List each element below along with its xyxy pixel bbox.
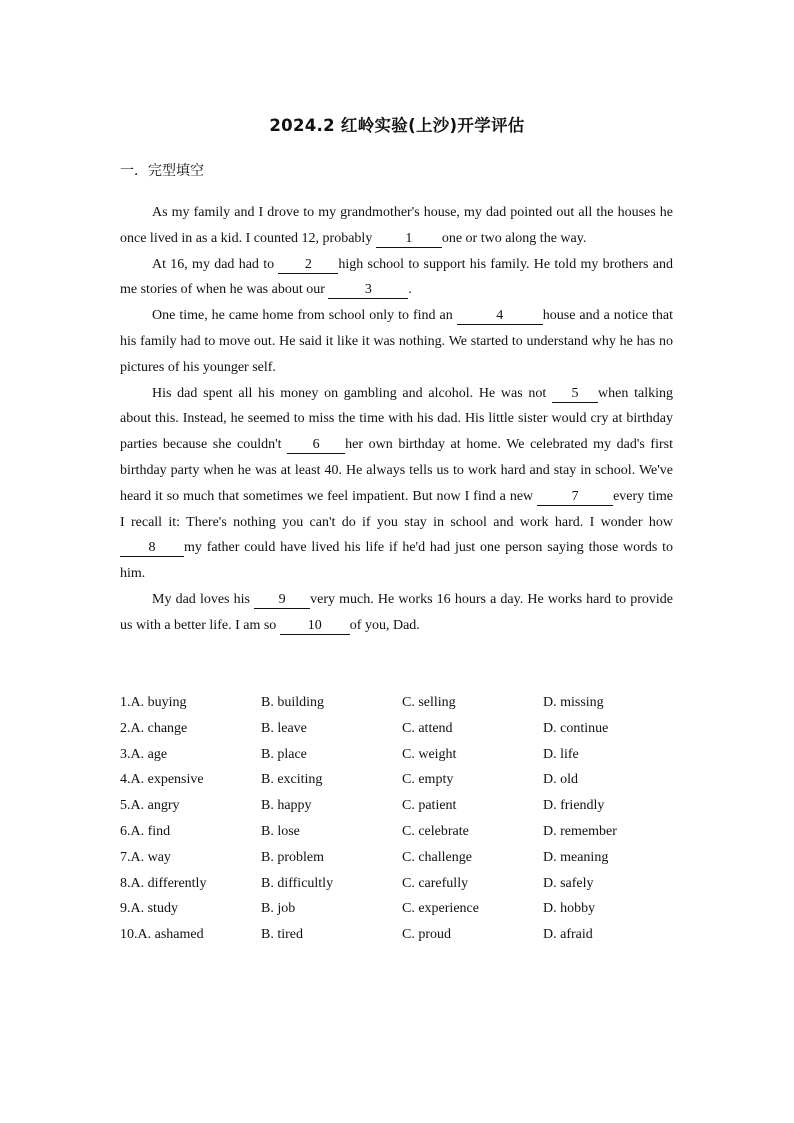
option-choice: B. leave — [261, 720, 307, 736]
passage-text: of you, Dad. — [349, 617, 420, 633]
option-choice: D. safely — [543, 875, 594, 891]
option-choice: C. carefully — [402, 875, 469, 891]
passage-text: house and a notice that his family had to move out. He said it like it was nothing. We started to understand why he has no pictures of his younger self. — [120, 308, 673, 375]
option-choice: B. job — [261, 901, 296, 917]
blank-2: 2 — [278, 256, 338, 274]
passage-text: when talking about this. Instead, he seemed to miss the time with his dad. His little sister would cry at birthday parties because she couldn't — [120, 385, 673, 453]
option-choice: 3.A. age — [120, 746, 168, 762]
option-choice: D. afraid — [543, 927, 593, 943]
option-choice: B. tired — [261, 927, 303, 943]
option-choice: D. continue — [543, 720, 609, 736]
option-choice: D. friendly — [543, 798, 605, 814]
passage-text: His dad spent all his money on gambling and alcohol. He was not — [152, 385, 553, 401]
option-choice: D. meaning — [543, 849, 609, 865]
option-choice: 2.A. change — [120, 720, 188, 736]
passage-text: As my family and I drove to my grandmother's house, my dad pointed out all the houses he once lived in as a kid. I counted 12, probably — [120, 205, 673, 246]
option-choice: 10.A. ashamed — [120, 927, 204, 943]
option-choice: 4.A. expensive — [120, 772, 204, 788]
blank-9: 9 — [254, 591, 310, 609]
blank-8: 8 — [120, 539, 184, 557]
option-row-4 — [120, 767, 680, 793]
passage-text: . — [408, 282, 412, 298]
blank-10: 10 — [280, 617, 350, 635]
option-row-2 — [120, 716, 680, 742]
passage-text: every time I recall it: There's nothing you can't do if you stay in school and work hard. I wonder how — [120, 488, 673, 530]
option-choice: B. exciting — [261, 772, 323, 788]
option-choice: 1.A. buying — [120, 695, 187, 710]
option-choice: B. lose — [261, 823, 300, 839]
option-row-10 — [120, 922, 680, 948]
option-choice: B. difficultly — [261, 875, 334, 891]
option-choice: D. missing — [543, 695, 604, 710]
option-row-9 — [120, 896, 680, 922]
passage-text: high school to support his family. He told my brothers and me stories of when he was about our — [120, 256, 673, 298]
option-choice: D. remember — [543, 823, 617, 839]
passage-text: At 16, my dad had to — [152, 256, 279, 272]
passage-paragraph — [120, 381, 673, 587]
option-choice: C. celebrate — [402, 823, 469, 839]
option-choice: 8.A. differently — [120, 875, 207, 891]
blank-5: 5 — [552, 385, 598, 403]
passage-paragraph — [120, 252, 673, 304]
passage-paragraph — [120, 200, 673, 252]
option-choice: C. proud — [402, 927, 451, 943]
option-choice: C. weight — [402, 746, 457, 762]
option-choice: C. attend — [402, 720, 453, 736]
option-choice: D. hobby — [543, 901, 596, 917]
passage-paragraph — [120, 587, 673, 639]
passage-text: My dad loves his — [152, 591, 255, 607]
option-choice: C. empty — [402, 772, 454, 788]
answer-options — [120, 690, 680, 948]
blank-4: 4 — [457, 307, 543, 325]
option-choice: D. old — [543, 772, 578, 788]
passage-text: One time, he came home from school only to find an — [152, 308, 457, 324]
passage-text: my father could have lived his life if he'd had just one person saying those words to him. — [120, 540, 673, 582]
option-choice: B. place — [261, 746, 307, 762]
option-row-7 — [120, 845, 680, 871]
option-choice: 7.A. way — [120, 849, 171, 865]
option-choice: 9.A. study — [120, 901, 178, 917]
blank-3: 3 — [328, 281, 408, 299]
option-choice: 5.A. angry — [120, 798, 180, 814]
option-choice: D. life — [543, 746, 579, 762]
option-choice: C. patient — [402, 798, 457, 814]
option-choice: C. challenge — [402, 849, 472, 865]
blank-7: 7 — [537, 488, 613, 506]
option-choice: B. happy — [261, 798, 312, 814]
blank-1: 1 — [376, 230, 442, 248]
option-row-5 — [120, 793, 680, 819]
option-row-1 — [120, 690, 680, 716]
option-row-8 — [120, 871, 680, 897]
option-choice: B. building — [261, 695, 325, 710]
option-choice: C. selling — [402, 695, 456, 710]
option-row-3 — [120, 742, 680, 768]
option-choice: B. problem — [261, 849, 324, 865]
option-choice: 6.A. find — [120, 823, 171, 839]
passage-text: one or two along the way. — [441, 230, 587, 246]
passage-paragraph — [120, 303, 673, 380]
blank-6: 6 — [287, 436, 345, 454]
option-row-6 — [120, 819, 680, 845]
passage-text: her own birthday at home. We celebrated my dad's first birthday party when he was at least 40. He always tells us to work hard and stay in school. We've heard it so much that sometimes we feel impatient. But now I find a new — [120, 437, 673, 504]
cloze-passage — [120, 200, 673, 639]
passage-text: very much. He works 16 hours a day. He works hard to provide us with a better life. I am so — [120, 591, 673, 633]
section-heading: 一．完型填空 — [120, 163, 204, 179]
page-title: 2024.2 红岭实验(上沙)开学评估 — [269, 116, 525, 135]
option-choice: C. experience — [402, 901, 479, 917]
